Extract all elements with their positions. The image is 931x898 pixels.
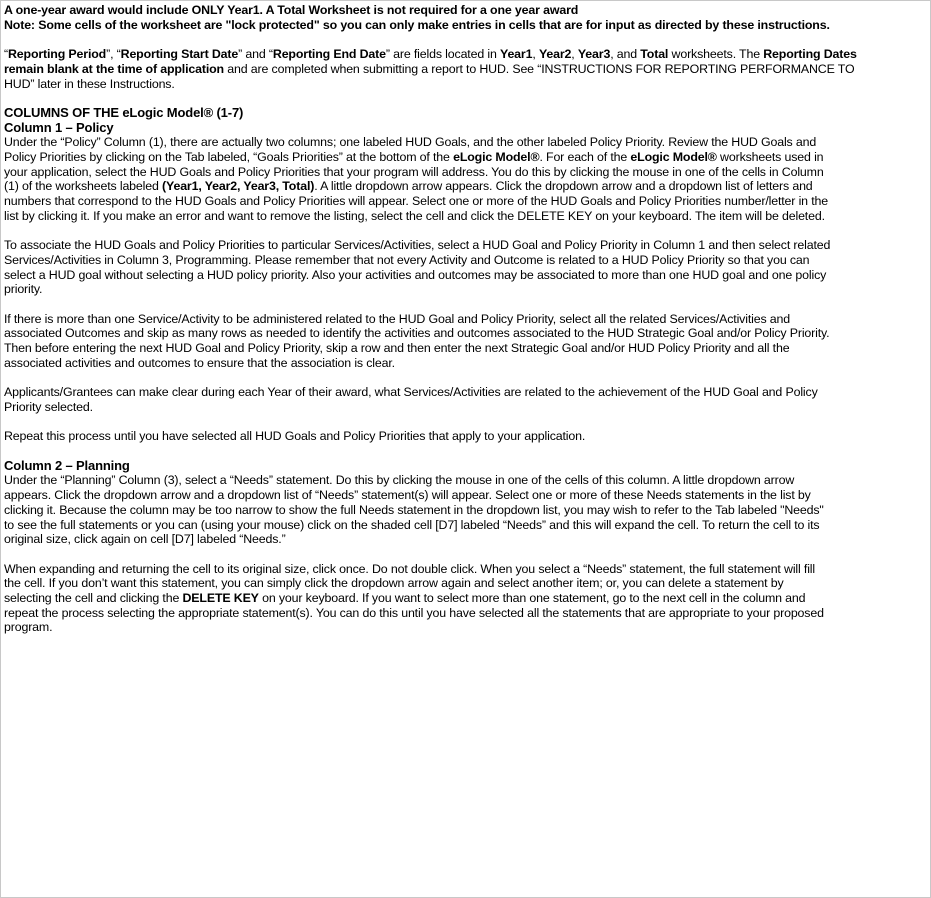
columns-heading: COLUMNS OF THE eLogic Model® (1-7) <box>4 104 244 120</box>
text-line: When expanding and returning the cell to its original size, click once. Do not double click. When you select a “Needs” statement, the full statement will fill <box>4 561 816 576</box>
text-line: Services/Activities in Column 3, Programming. Please remember that not every Activity and Outcome is related to a HUD Policy Priority so that you can <box>4 252 810 267</box>
text-line: Then before entering the next HUD Goal and Policy Priority, skip a row and then enter the next Strategic Goal and/or HUD Policy Priority and all the <box>4 341 790 356</box>
text-line: clicking it. Because the column may be too narrow to show the full Needs statement in the dropdown list, you may wish to refer to the Tab labeled "Needs" <box>4 502 824 517</box>
text-line: associated Outcomes and skip as many rows as needed to identify the activities and outcomes associated to the HUD Strategic Goal and/or Policy Priority. <box>4 326 830 341</box>
text-line: associated activities and outcomes to ensure that the association is clear. <box>4 355 395 370</box>
text-line: priority. <box>4 282 43 297</box>
text-line: list by clicking it. If you make an error and want to remove the listing, select the cell and click the DELETE KEY on your keyboard. The item will be deleted. <box>4 208 825 223</box>
note-line: Note: Some cells of the worksheet are "lock protected" so you can only make entries in cells that are for input as directed by these instructions. <box>4 17 830 32</box>
column-1-heading: Column 1 – Policy <box>4 119 114 135</box>
text-line: (1) of the worksheets labeled (Year1, Year2, Year3, Total). A little dropdown arrow appears. Click the dropdown arrow and a dropdown list of letters and <box>4 179 813 194</box>
text-line: numbers that correspond to the HUD Goals and Policy Priorities will appear. Select one or more of the HUD Goals and Policy Priorities number/letter in the <box>4 194 828 209</box>
text-line: Repeat this process until you have selected all HUD Goals and Policy Priorities that apply to your application. <box>4 429 586 444</box>
text-line: to see the full statements or you can (using your mouse) click on the shaded cell [D7] labeled “Needs” and this will expand the cell. To return the cell to its <box>4 517 820 532</box>
text-line: the cell. If you don’t want this statement, you can simply click the dropdown arrow again and select another item; or, you can delete a statement by <box>4 576 784 591</box>
instructions-text <box>4 3 928 635</box>
text-line: your application, select the HUD Goals and Policy Priorities that your program will address. You do this by clicking the mouse in one of the cells in Column <box>4 164 824 179</box>
text-line: If there is more than one Service/Activity to be administered related to the HUD Goal and Policy Priority, select all the related Services/Activities and <box>4 311 791 326</box>
text-line: Policy Priorities by clicking on the Tab labeled, “Goals Priorities” at the bottom of the eLogic Model®. For each of the eLogic Model® worksheets used in <box>4 150 824 164</box>
text-line: Under the “Planning” Column (3), select a “Needs” statement. Do this by clicking the mouse in one of the cells of this column. A little dropdown arrow <box>4 473 795 488</box>
text-line: program. <box>4 620 53 635</box>
reporting-dates-line-3: HUD” later in these Instructions. <box>4 76 175 91</box>
header-line: A one-year award would include ONLY Year1. A Total Worksheet is not required for a one year award <box>4 3 579 17</box>
text-line: select a HUD goal without selecting a HUD policy priority. Also your activities and outcomes may be associated to more than one HUD goal and one policy <box>4 267 827 282</box>
reporting-dates-line-1: “Reporting Period”, “Reporting Start Date” and “Reporting End Date” are fields located in Year1, Year2, Year3, and Total worksheets. The Reporting Dates <box>4 47 857 62</box>
reporting-dates-line-2: remain blank at the time of application and are completed when submitting a report to HUD. See “INSTRUCTIONS FOR REPORTING PERFORMANCE TO <box>4 61 855 76</box>
text-line: To associate the HUD Goals and Policy Priorities to particular Services/Activities, select a HUD Goal and Policy Priority in Column 1 and then select related <box>4 238 831 253</box>
text-line: Under the “Policy” Column (1), there are actually two columns; one labeled HUD Goals, and the other labeled Policy Priority. Review the HUD Goals and <box>4 135 817 150</box>
column-2-heading: Column 2 – Planning <box>4 457 130 473</box>
text-line: Applicants/Grantees can make clear during each Year of their award, what Services/Activities are related to the achievement of the HUD Goal and Policy <box>4 385 818 400</box>
text-line: appears. Click the dropdown arrow and a dropdown list of “Needs” statement(s) will appear. Select one or more of these Needs statements in the list by <box>4 488 811 503</box>
text-line: selecting the cell and clicking the DELETE KEY on your keyboard. If you want to select more than one statement, go to the next cell in the column and <box>4 591 806 605</box>
text-line: repeat the process selecting the appropriate statement(s). You can do this until you have selected all the statements that are appropriate to your proposed <box>4 605 824 620</box>
text-line: Priority selected. <box>4 399 93 414</box>
text-line: original size, click again on cell [D7] labeled “Needs.” <box>4 532 286 547</box>
